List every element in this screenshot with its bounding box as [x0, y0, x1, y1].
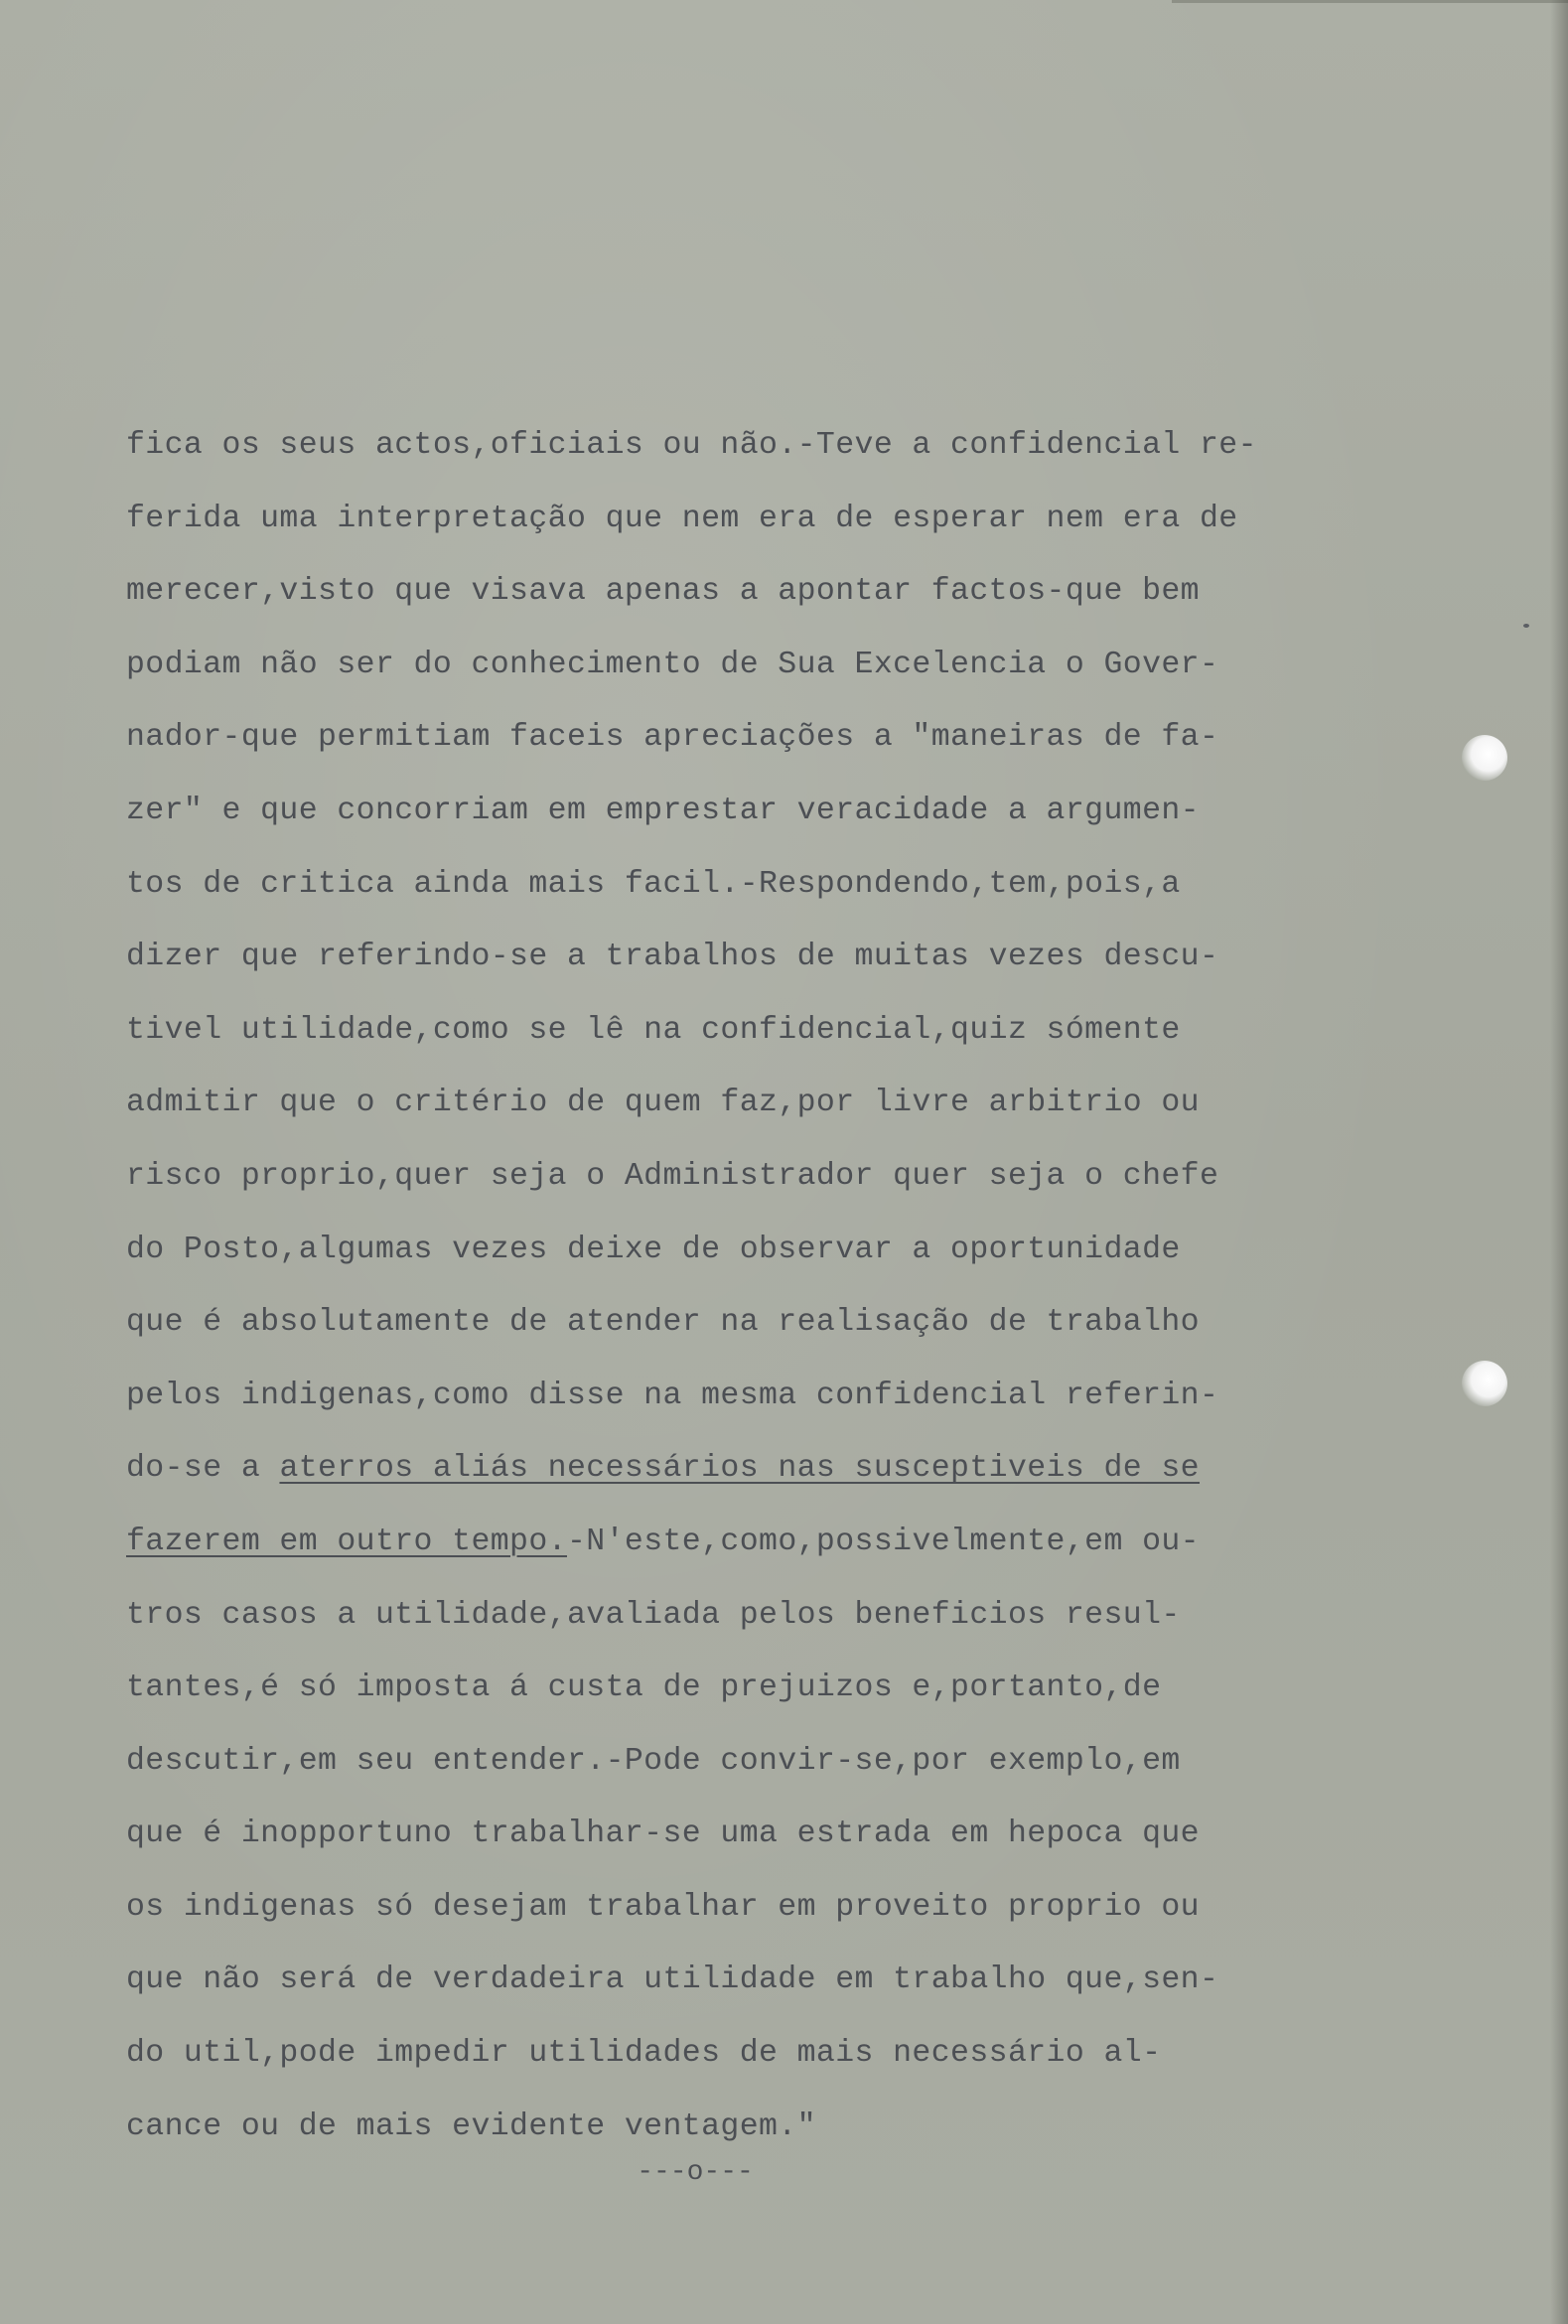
punch-hole-icon: [1462, 735, 1507, 781]
text-line: que é absolutamente de atender na realisação de trabalho: [126, 1305, 1200, 1341]
text-line: tos de critica ainda mais facil.-Respondendo,tem,pois,a: [126, 866, 1181, 902]
punch-hole-icon: [1462, 1361, 1507, 1406]
page-edge-shadow: [1550, 0, 1568, 2324]
text-line: nador-que permitiam faceis apreciações a "maneiras de fa-: [126, 720, 1219, 756]
text-line: risco proprio,quer seja o Administrador quer seja o chefe: [126, 1158, 1219, 1194]
text-line: do Posto,algumas vezes deixe de observar a oportunidade: [126, 1232, 1181, 1267]
underlined-text: fazerem em outro tempo.: [126, 1524, 567, 1559]
typewritten-body: [126, 409, 1357, 2163]
text-line-underlined: [126, 1506, 1357, 1579]
end-mark: ---o---: [637, 2157, 754, 2188]
text-line: os indigenas só desejam trabalhar em proveito proprio ou: [126, 1889, 1200, 1925]
text-line: dizer que referindo-se a trabalhos de muitas vezes descu-: [126, 940, 1219, 975]
text-line: do util,pode impedir utilidades de mais necessário al-: [126, 2036, 1162, 2072]
text-line: pelos indigenas,como disse na mesma confidencial referin-: [126, 1378, 1219, 1413]
text-line-underlined: [126, 1432, 1357, 1506]
text-line: que não será de verdadeira utilidade em trabalho que,sen-: [126, 1962, 1219, 1998]
underlined-text: aterros aliás necessários nas susceptiveis de se: [279, 1451, 1200, 1487]
text-segment: do-se a: [126, 1451, 280, 1487]
text-line: ferida uma interpretação que nem era de esperar nem era de: [126, 501, 1238, 536]
text-line: tantes,é só imposta á custa de prejuizos e,portanto,de: [126, 1670, 1162, 1706]
text-line: zer" e que concorriam em emprestar veracidade a argumen-: [126, 793, 1200, 828]
text-line: podiam não ser do conhecimento de Sua Excelencia o Gover-: [126, 647, 1219, 682]
text-line: admitir que o critério de quem faz,por livre arbitrio ou: [126, 1086, 1200, 1121]
text-line: tros casos a utilidade,avaliada pelos beneficios resul-: [126, 1597, 1181, 1633]
text-line: merecer,visto que visava apenas a apontar factos-que bem: [126, 574, 1200, 610]
text-segment: -N'este,como,possivelmente,em ou-: [566, 1524, 1200, 1559]
text-line: fica os seus actos,oficiais ou não.-Teve a confidencial re-: [126, 428, 1257, 463]
text-line: tivel utilidade,como se lê na confidencial,quiz sómente: [126, 1012, 1181, 1048]
text-line: cance ou de mais evidente ventagem.": [126, 2108, 816, 2144]
page-top-edge: [1172, 0, 1568, 3]
ink-speck: [1523, 624, 1529, 628]
text-line: que é inopportuno trabalhar-se uma estrada em hepoca que: [126, 1816, 1200, 1852]
text-line: descutir,em seu entender.-Pode convir-se,por exemplo,em: [126, 1743, 1181, 1779]
